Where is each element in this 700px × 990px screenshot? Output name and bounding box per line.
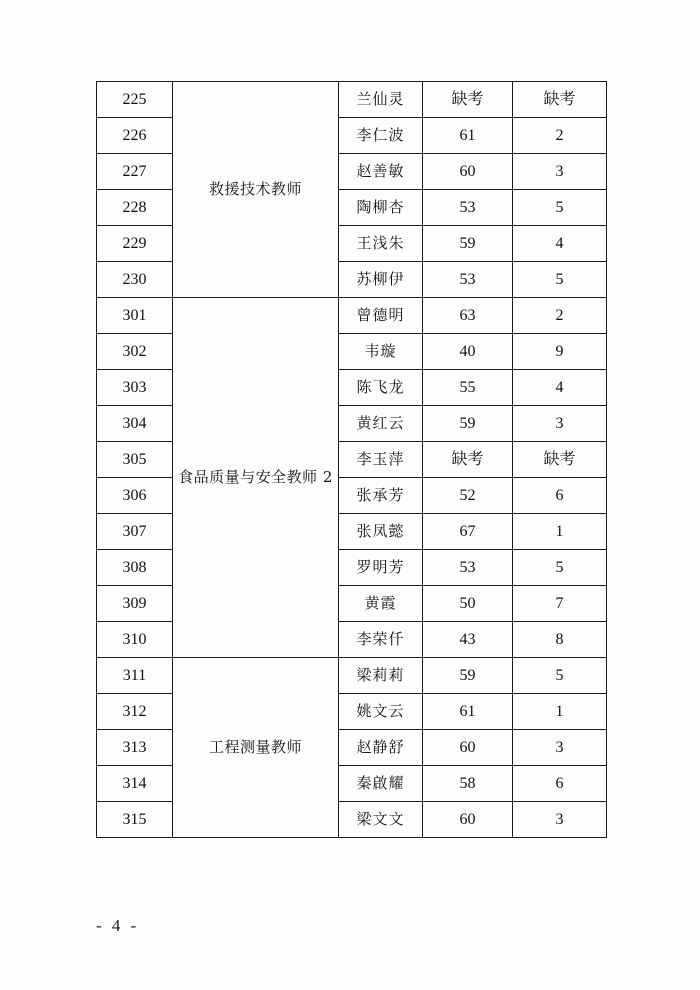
candidate-name-cell: 赵善敏 xyxy=(339,154,423,190)
candidate-name-cell: 秦啟耀 xyxy=(339,766,423,802)
score-cell: 60 xyxy=(423,154,513,190)
rank-cell: 缺考 xyxy=(513,442,607,478)
candidate-name-cell: 张凤懿 xyxy=(339,514,423,550)
rank-cell: 4 xyxy=(513,226,607,262)
rank-cell: 8 xyxy=(513,622,607,658)
score-cell: 58 xyxy=(423,766,513,802)
rank-cell: 5 xyxy=(513,550,607,586)
candidate-id-cell: 227 xyxy=(97,154,173,190)
candidate-id-cell: 305 xyxy=(97,442,173,478)
candidate-id-cell: 302 xyxy=(97,334,173,370)
candidate-name-cell: 兰仙灵 xyxy=(339,82,423,118)
candidate-id-cell: 228 xyxy=(97,190,173,226)
rank-cell: 4 xyxy=(513,370,607,406)
candidate-id-cell: 303 xyxy=(97,370,173,406)
candidate-id-cell: 230 xyxy=(97,262,173,298)
score-cell: 63 xyxy=(423,298,513,334)
rank-cell: 6 xyxy=(513,478,607,514)
score-cell: 缺考 xyxy=(423,82,513,118)
candidate-name-cell: 黄霞 xyxy=(339,586,423,622)
score-cell: 67 xyxy=(423,514,513,550)
rank-cell: 5 xyxy=(513,658,607,694)
candidate-name-cell: 罗明芳 xyxy=(339,550,423,586)
page-number: - 4 - xyxy=(96,916,140,935)
candidate-name-cell: 姚文云 xyxy=(339,694,423,730)
candidate-id-cell: 312 xyxy=(97,694,173,730)
score-table-body xyxy=(97,82,607,838)
candidate-name-cell: 赵静舒 xyxy=(339,730,423,766)
score-cell: 55 xyxy=(423,370,513,406)
candidate-id-cell: 226 xyxy=(97,118,173,154)
candidate-id-cell: 306 xyxy=(97,478,173,514)
score-cell: 52 xyxy=(423,478,513,514)
candidate-id-cell: 304 xyxy=(97,406,173,442)
rank-cell: 6 xyxy=(513,766,607,802)
score-cell: 50 xyxy=(423,586,513,622)
candidate-id-cell: 311 xyxy=(97,658,173,694)
score-cell: 53 xyxy=(423,550,513,586)
candidate-name-cell: 张承芳 xyxy=(339,478,423,514)
candidate-name-cell: 曾德明 xyxy=(339,298,423,334)
score-cell: 60 xyxy=(423,730,513,766)
rank-cell: 2 xyxy=(513,118,607,154)
candidate-name-cell: 陈飞龙 xyxy=(339,370,423,406)
candidate-id-cell: 309 xyxy=(97,586,173,622)
candidate-name-cell: 梁文文 xyxy=(339,802,423,838)
table-row xyxy=(97,82,607,118)
candidate-name-cell: 梁莉莉 xyxy=(339,658,423,694)
score-cell: 53 xyxy=(423,190,513,226)
rank-cell: 1 xyxy=(513,694,607,730)
rank-cell: 5 xyxy=(513,190,607,226)
score-cell: 53 xyxy=(423,262,513,298)
score-cell: 缺考 xyxy=(423,442,513,478)
candidate-name-cell: 苏柳伊 xyxy=(339,262,423,298)
candidate-id-cell: 313 xyxy=(97,730,173,766)
position-cell: 救援技术教师 xyxy=(173,82,339,298)
score-cell: 59 xyxy=(423,658,513,694)
rank-cell: 5 xyxy=(513,262,607,298)
table-row xyxy=(97,298,607,334)
score-cell: 40 xyxy=(423,334,513,370)
candidate-id-cell: 229 xyxy=(97,226,173,262)
candidate-name-cell: 韦璇 xyxy=(339,334,423,370)
rank-cell: 7 xyxy=(513,586,607,622)
score-cell: 61 xyxy=(423,118,513,154)
candidate-id-cell: 314 xyxy=(97,766,173,802)
rank-cell: 3 xyxy=(513,154,607,190)
candidate-name-cell: 王浅朱 xyxy=(339,226,423,262)
rank-cell: 2 xyxy=(513,298,607,334)
rank-cell: 缺考 xyxy=(513,82,607,118)
candidate-id-cell: 310 xyxy=(97,622,173,658)
candidate-name-cell: 李仁波 xyxy=(339,118,423,154)
candidate-name-cell: 李玉萍 xyxy=(339,442,423,478)
table-row xyxy=(97,658,607,694)
candidate-name-cell: 李荣仟 xyxy=(339,622,423,658)
score-cell: 59 xyxy=(423,406,513,442)
rank-cell: 1 xyxy=(513,514,607,550)
candidate-id-cell: 307 xyxy=(97,514,173,550)
score-cell: 61 xyxy=(423,694,513,730)
candidate-id-cell: 308 xyxy=(97,550,173,586)
rank-cell: 3 xyxy=(513,802,607,838)
candidate-name-cell: 陶柳杏 xyxy=(339,190,423,226)
rank-cell: 3 xyxy=(513,730,607,766)
score-cell: 59 xyxy=(423,226,513,262)
score-cell: 60 xyxy=(423,802,513,838)
rank-cell: 9 xyxy=(513,334,607,370)
rank-cell: 3 xyxy=(513,406,607,442)
candidate-name-cell: 黄红云 xyxy=(339,406,423,442)
score-table xyxy=(96,81,607,838)
candidate-id-cell: 315 xyxy=(97,802,173,838)
score-cell: 43 xyxy=(423,622,513,658)
candidate-id-cell: 301 xyxy=(97,298,173,334)
candidate-id-cell: 225 xyxy=(97,82,173,118)
position-cell: 工程测量教师 xyxy=(173,658,339,838)
position-cell: 食品质量与安全教师 2 xyxy=(173,298,339,658)
